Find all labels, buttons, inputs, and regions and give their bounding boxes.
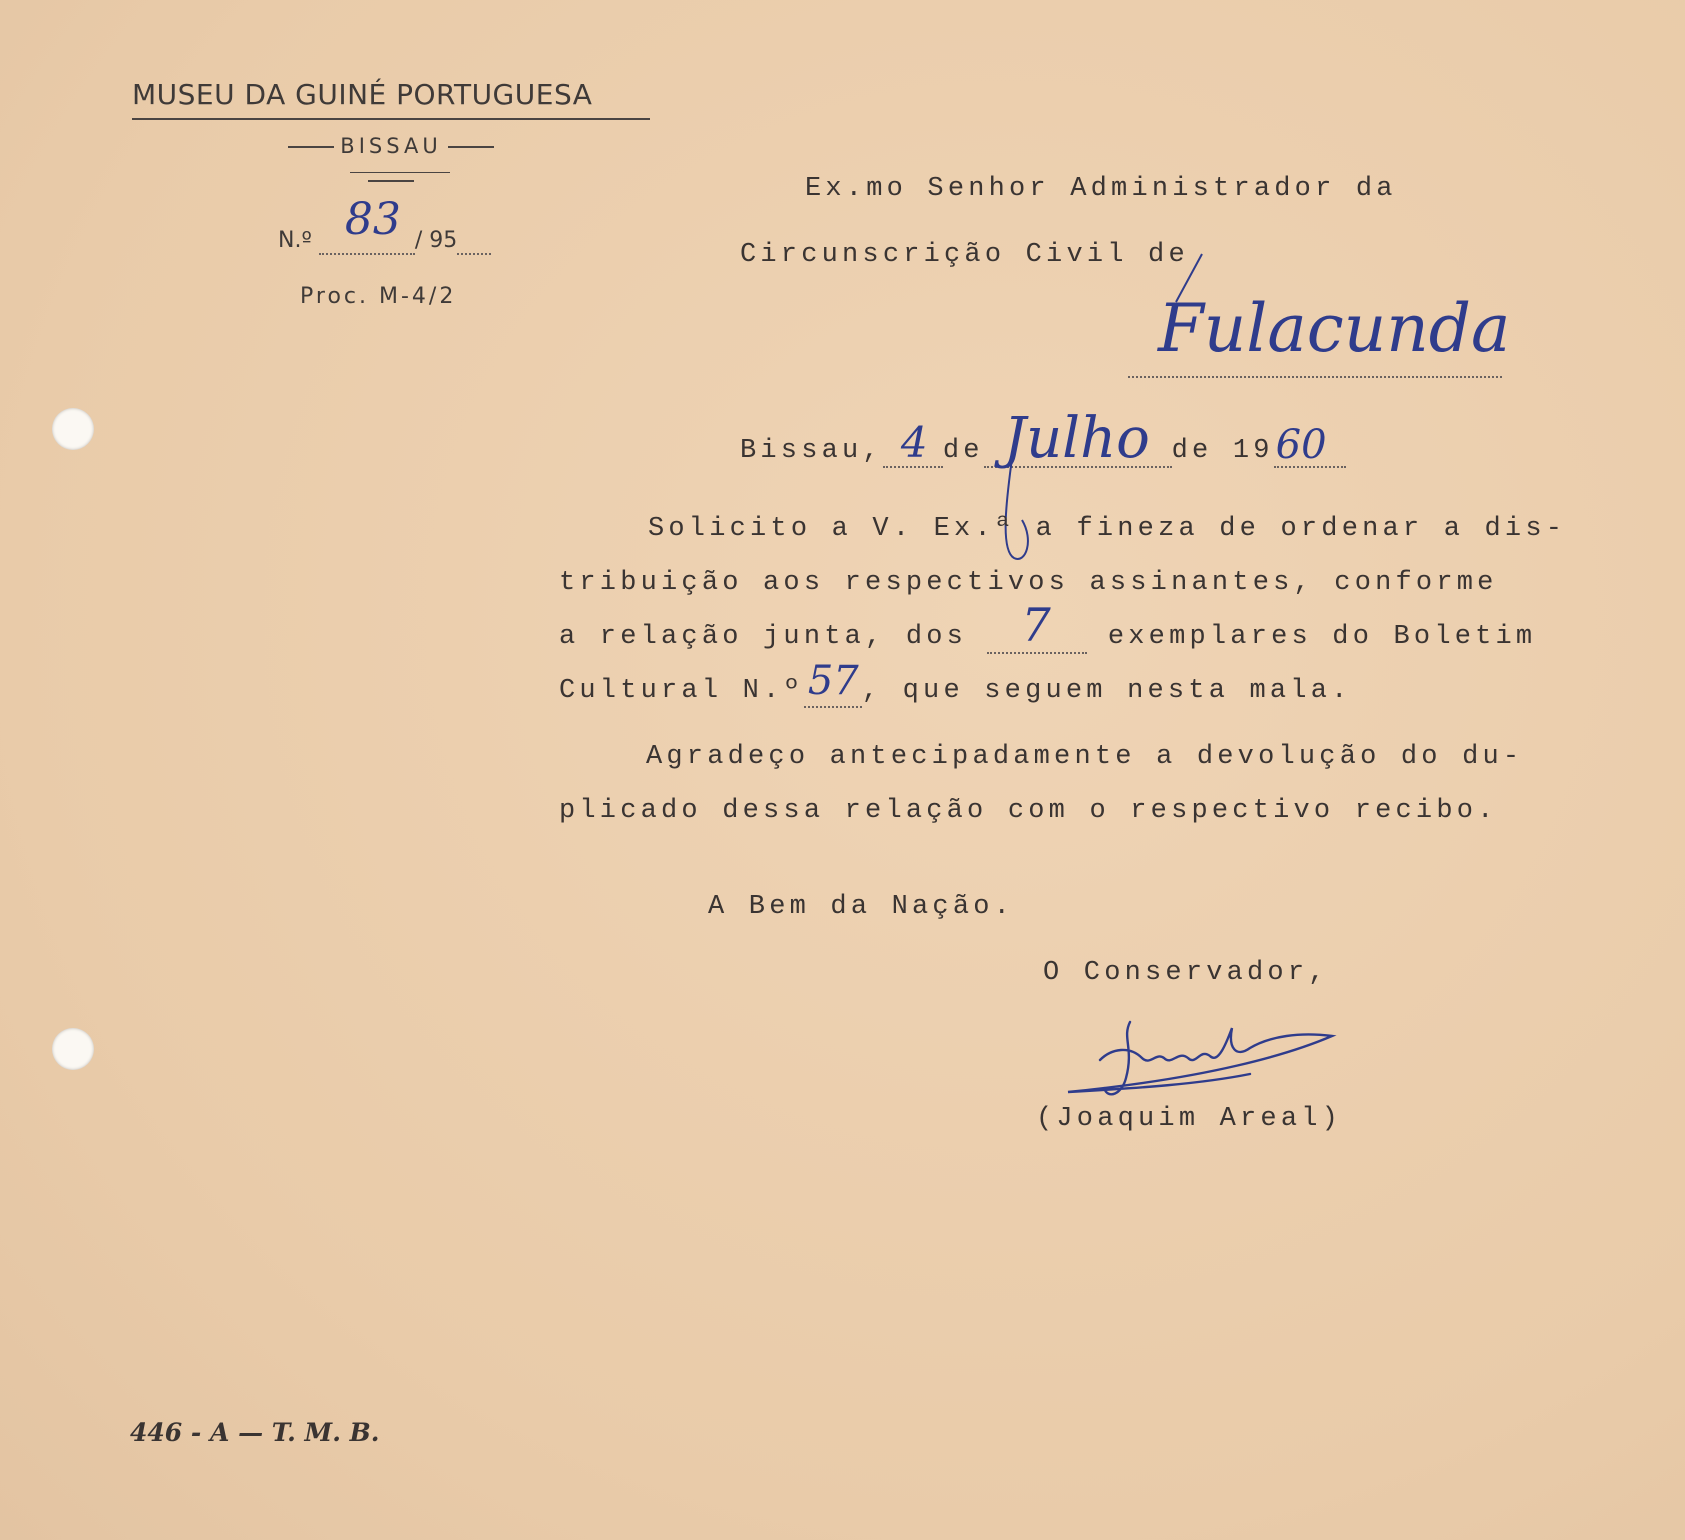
- reference-number-field: [319, 194, 415, 255]
- institution-name: MUSEU DA GUINÉ PORTUGUESA: [132, 78, 593, 111]
- dateline-de-1: de: [942, 436, 984, 466]
- closing-salutation: A Bem da Nação.: [708, 892, 1015, 922]
- month-pen-stroke: [1000, 440, 1040, 570]
- closing-role: O Conservador,: [1043, 958, 1329, 988]
- day-handwritten: 4: [900, 418, 928, 467]
- addressee-place-handwritten: Fulacunda: [1158, 290, 1511, 367]
- dateline: [740, 406, 1346, 471]
- signatory-name: (Joaquim Areal): [1036, 1104, 1343, 1134]
- body-p1-line-3-start: a relação junta, dos: [559, 622, 968, 652]
- day-field: [883, 418, 943, 468]
- reference-suffix-dots: [457, 228, 491, 255]
- year-field: [1274, 422, 1346, 468]
- bulletin-number-field: [804, 658, 862, 708]
- reference-number-prefix: N.º: [278, 228, 312, 253]
- signature-stroke: [1068, 1022, 1332, 1094]
- letterhead-underline: [350, 172, 450, 173]
- addressee-line-2: Circunscrição Civil de: [740, 240, 1189, 270]
- letterhead-city: [258, 134, 524, 158]
- reference-number: [278, 194, 491, 255]
- copies-handwritten: 7: [1021, 598, 1051, 652]
- addressee-line-1: Ex.mo Senhor Administrador da: [805, 174, 1397, 204]
- dateline-place: Bissau,: [740, 436, 883, 466]
- body-p2-line-1: Agradeço antecipadamente a devolução do du-: [646, 742, 1524, 772]
- body-p1-line-4-start: Cultural N.º: [559, 676, 804, 706]
- place-pen-stroke: [1168, 252, 1208, 312]
- city-dash-left: [288, 146, 334, 148]
- body-p1-line-1: Solicito a V. Ex.ª a fineza de ordenar a dis-: [648, 514, 1567, 544]
- punch-hole-top: [52, 408, 94, 450]
- body-p1-line-4: [559, 658, 1352, 708]
- bulletin-number-handwritten: 57: [807, 658, 859, 704]
- place-pen-stroke-path: [1176, 254, 1202, 302]
- letterhead-rule: [132, 118, 650, 120]
- form-code: 446 - A — T. M. B.: [130, 1418, 380, 1447]
- month-handwritten: Julho: [1003, 406, 1150, 471]
- body-p2-line-2: plicado dessa relação com o respectivo recibo.: [559, 796, 1498, 826]
- punch-hole-bottom: [52, 1028, 94, 1070]
- letterhead-underline-short: [368, 180, 414, 182]
- body-p1-line-4-end: , que seguem nesta mala.: [861, 676, 1352, 706]
- reference-number-suffix: / 95: [414, 228, 458, 253]
- city-dash-right: [448, 146, 494, 148]
- copies-field: [987, 598, 1087, 654]
- body-p1-line-3-end: exemplares do Boletim: [1107, 622, 1537, 652]
- dateline-de-2: de: [1171, 436, 1213, 466]
- process-reference: Proc. M-4/2: [300, 284, 457, 309]
- signature: [1060, 1008, 1350, 1118]
- body-p1-line-2: tribuição aos respectivos assinantes, conforme: [559, 568, 1498, 598]
- year-printed: 19: [1232, 436, 1274, 466]
- year-handwritten: 60: [1275, 422, 1327, 468]
- reference-number-handwritten: 83: [344, 194, 401, 245]
- body-p1-line-3: [559, 598, 1537, 654]
- city-name: BISSAU: [340, 134, 442, 158]
